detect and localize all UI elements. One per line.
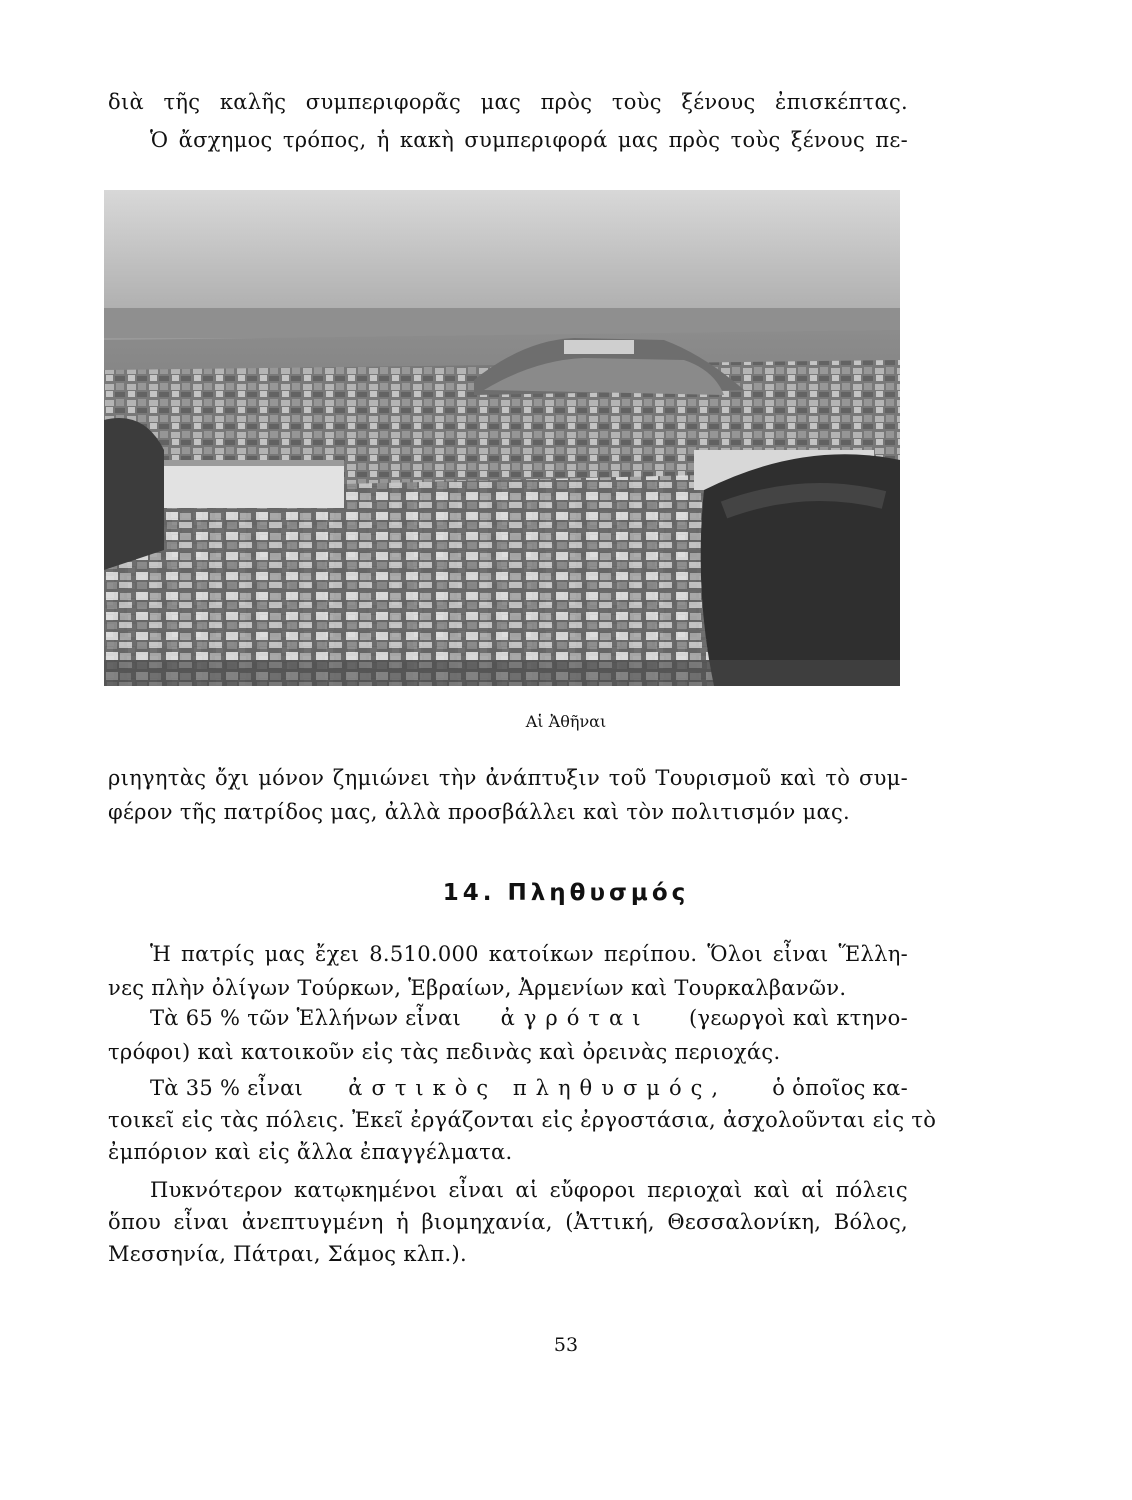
text-line: ἐμπόριον καὶ εἰς ἄλλα ἐπαγγέλματα. <box>108 1140 513 1164</box>
text-segment: (γεωργοὶ καὶ κτηνο- <box>689 1006 908 1030</box>
text-line: τοικεῖ εἰς τὰς πόλεις. Ἐκεῖ ἐργάζονται εἰς ἐργοστάσια, ἀσχολοῦνται εἰς τὸ <box>108 1108 937 1132</box>
text-line: Ἡ πατρίς μας ἔχει 8.510.000 κατοίκων περίπου. Ὅλοι εἶναι Ἕλλη- <box>150 942 908 966</box>
text-line: τρόφοι) καὶ κατοικοῦν εἰς τὰς πεδινὰς καὶ ὀρεινὰς περιοχάς. <box>108 1040 781 1064</box>
text-line <box>150 1074 908 1102</box>
spaced-term: ἀστικὸς πληθυσμός, <box>348 1076 728 1100</box>
text-line: ὅπου εἶναι ἀνεπτυγμένη ἡ βιομηχανία, (Ἀττική, Θεσσαλονίκη, Βόλος, <box>108 1210 908 1234</box>
section-heading: 14. Πληθυσμός <box>442 880 690 906</box>
text-line <box>150 1004 908 1032</box>
text-line: ριηγητὰς ὄχι μόνον ζημιώνει τὴν ἀνάπτυξιν τοῦ Τουρισμοῦ καὶ τὸ συμ- <box>108 766 908 790</box>
text-segment: ὁ ὁποῖος κα- <box>772 1076 908 1100</box>
athens-photograph <box>104 190 900 686</box>
text-line: φέρον τῆς πατρίδος μας, ἀλλὰ προσβάλλει καὶ τὸν πολιτισμόν μας. <box>108 800 850 824</box>
page-number: 53 <box>553 1334 579 1356</box>
spaced-term: ἀγρόται <box>500 1006 650 1030</box>
text-segment: Τὰ 35 % εἶναι <box>150 1076 304 1100</box>
text-segment: Τὰ 65 % τῶν Ἑλλήνων εἶναι <box>150 1006 462 1030</box>
text-line: Πυκνότερον κατῳκημένοι εἶναι αἱ εὔφοροι περιοχαὶ καὶ αἱ πόλεις <box>150 1178 908 1202</box>
text-line: Ὁ ἄσχημος τρόπος, ἡ κακὴ συμπεριφορά μας πρὸς τοὺς ξένους πε- <box>150 128 908 152</box>
text-line: νες πλὴν ὀλίγων Τούρκων, Ἑβραίων, Ἀρμενίων καὶ Τουρκαλβανῶν. <box>108 976 847 1000</box>
text-line: Μεσσηνία, Πάτραι, Σάμος κλπ.). <box>108 1242 467 1266</box>
text-line: διὰ τῆς καλῆς συμπεριφορᾶς μας πρὸς τοὺς ξένους ἐπισκέπτας. <box>108 90 908 114</box>
figure-caption: Αἱ Ἀθῆναι <box>525 712 607 731</box>
